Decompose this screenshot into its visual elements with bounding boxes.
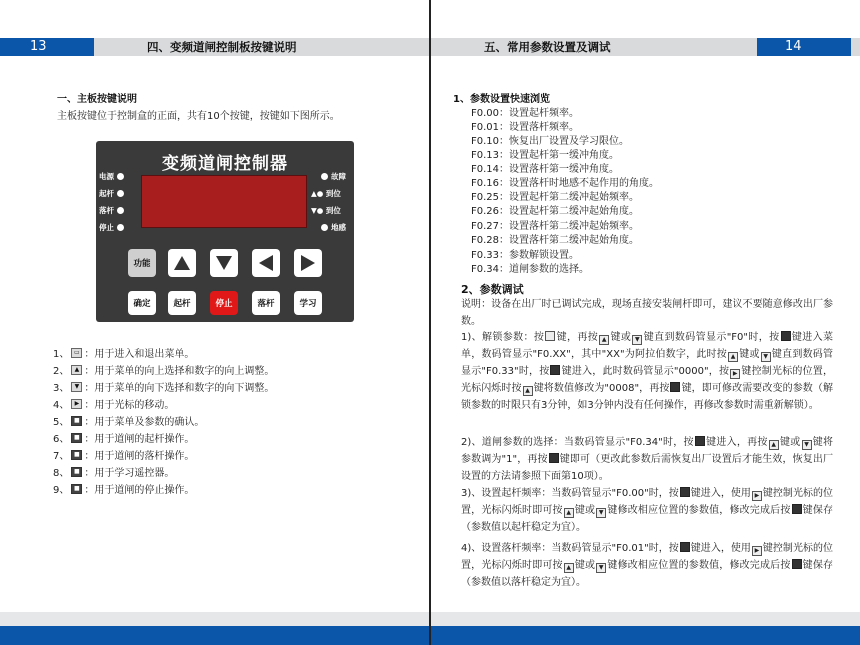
left-page-number: 13	[0, 38, 94, 56]
right-section1-title: 1、参数设置快速浏览	[453, 94, 550, 105]
up-key-icon: ▲	[564, 563, 574, 573]
indicator-stop: 停止	[99, 222, 124, 233]
down-key-icon: ▼	[596, 563, 606, 573]
menu-key-icon: ▭	[71, 348, 82, 358]
param-item: F0.16：设置落杆时地感不起作用的角度。	[471, 178, 660, 189]
right-page-number: 14	[757, 38, 851, 56]
list-item: 9、 ■ ：用于道闸的停止操作。	[53, 484, 195, 496]
indicator-raise: 起杆	[99, 188, 124, 199]
learn-key: 学习	[294, 291, 322, 315]
right-section2-title: 2、参数调试	[461, 283, 524, 296]
confirm-key-icon: ■	[71, 416, 82, 426]
list-item: 3、 ▼ ：用于菜单的向下选择和数字的向下调整。	[53, 382, 275, 394]
param-item: F0.27：设置落杆第二缓冲起始频率。	[471, 221, 640, 232]
param-item: F0.00：设置起杆频率。	[471, 108, 580, 119]
list-item: 2、 ▲ ：用于菜单的向上选择和数字的向上调整。	[53, 365, 275, 377]
param-item: F0.33：参数解锁设置。	[471, 250, 580, 261]
controller-panel-image	[96, 141, 354, 322]
list-item: 7、 ■ ：用于道闸的落杆操作。	[53, 450, 195, 462]
confirm-key-icon	[550, 365, 560, 375]
param-item: F0.01：设置落杆频率。	[471, 122, 580, 133]
right-key-icon: ▶	[730, 369, 740, 379]
right-key-icon: ▶	[752, 491, 762, 501]
learn-key-icon: ■	[71, 467, 82, 477]
left-arrow-key-icon	[252, 249, 280, 277]
stop-key: 停止	[210, 291, 238, 315]
up-key-icon: ▲	[599, 335, 609, 345]
down-key-icon: ▼	[802, 440, 812, 450]
step1-paragraph: 1)、解锁参数：按 键，再按 ▲ 键或 ▼ 键直到数码管显示"F0"时，按 键进入菜单，数码管显示"F0.XX"，其中"XX"为阿拉伯数字，此时按 ▲ 键或 ▼ 键直到数码管显示"F0.33"时，按 键进入，此时数码管显示"0000"，按 ▶ 键控制光标的位置，光标闪烁时按 ▲ 键将数值修改为"0008"，再按 键，即可修改需要改变的参数（解锁参数的时限只有3分钟，如3分钟内没有任何操作，再修改参数时需重新解锁）。	[461, 332, 834, 411]
raise-key: 起杆	[168, 291, 196, 315]
up-key-icon: ▲	[769, 440, 779, 450]
down-arrow-key-icon	[210, 249, 238, 277]
list-item: 1、 ▭ ：用于进入和退出菜单。	[53, 348, 195, 360]
up-key-icon: ▲	[728, 352, 738, 362]
left-intro-text: 主板按键位于控制盒的正面，共有10个按键，按键如下图所示。	[57, 111, 340, 122]
stop-key-icon: ■	[71, 484, 82, 494]
right-key-icon: ▶	[752, 546, 762, 556]
param-item: F0.14：设置落杆第一缓冲角度。	[471, 164, 620, 175]
list-item: 8、 ■ ：用于学习遥控器。	[53, 467, 175, 479]
param-item: F0.10：恢复出厂设置及学习限位。	[471, 136, 630, 147]
right-page-title: 五、常用参数设置及调试	[484, 40, 611, 54]
left-page-title: 四、变频道闸控制板按键说明	[147, 40, 297, 54]
confirm-key: 确定	[128, 291, 156, 315]
func-key: 功能	[128, 249, 156, 277]
confirm-key-icon	[680, 487, 690, 497]
indicator-lower: 落杆	[99, 205, 124, 216]
confirm-key-icon	[781, 331, 791, 341]
led-display	[141, 175, 307, 228]
indicator-power: 电源	[99, 171, 124, 182]
lower-key-icon: ■	[71, 450, 82, 460]
up-key-icon: ▲	[564, 508, 574, 518]
indicator-down-limit: ▼● 到位	[311, 206, 341, 215]
up-key-icon: ▲	[523, 386, 533, 396]
indicator-fault: 故障	[321, 171, 346, 182]
down-key-icon: ▼	[761, 352, 771, 362]
step2-paragraph: 2)、道闸参数的选择：当数码管显示"F0.34"时，按 键进入，再按 ▲ 键或 ▼ 键将参数调为"1"，再按 键即可（更改此参数后需恢复出厂设置后才能生效，恢复出厂设置的方法请参照下面第10项）。	[461, 437, 834, 482]
confirm-key-icon	[695, 436, 705, 446]
indicator-up-limit: ▲● 到位	[311, 189, 341, 198]
confirm-key-icon	[680, 542, 690, 552]
param-item: F0.26：设置起杆第二缓冲起始角度。	[471, 206, 640, 217]
param-item: F0.13：设置起杆第一缓冲角度。	[471, 150, 620, 161]
up-arrow-key-icon	[168, 249, 196, 277]
down-key-icon: ▼	[632, 335, 642, 345]
note-paragraph: 说明：设备在出厂时已调试完成，现场直接安装闸杆即可，建议不要随意修改出厂参数。	[461, 299, 833, 327]
param-item: F0.28：设置落杆第二缓冲起始角度。	[471, 235, 640, 246]
down-key-icon: ▼	[71, 382, 82, 392]
param-item: F0.34：道闸参数的选择。	[471, 264, 590, 275]
confirm-key-icon	[549, 453, 559, 463]
menu-key-icon	[545, 331, 555, 341]
list-item: 5、 ■ ：用于菜单及参数的确认。	[53, 416, 205, 428]
up-key-icon: ▲	[71, 365, 82, 375]
panel-title: 变频道闸控制器	[162, 154, 288, 174]
list-item: 4、 ▶ ：用于光标的移动。	[53, 399, 175, 411]
raise-key-icon: ■	[71, 433, 82, 443]
down-key-icon: ▼	[596, 508, 606, 518]
left-footer-gray	[0, 612, 429, 626]
right-footer-blue	[431, 626, 860, 645]
left-section-title: 一、主板按键说明	[57, 94, 137, 105]
step4-paragraph: 4)、设置落杆频率：当数码管显示"F0.01"时，按 键进入，使用 ▶ 键控制光标的位置，光标闪烁时即可按 ▲ 键或 ▼ 键修改相应位置的参数值，修改完成后按 键保存（参数值以落杆稳定为宜）。	[461, 543, 834, 588]
right-key-icon: ▶	[71, 399, 82, 409]
indicator-loop: 地感	[321, 222, 346, 233]
list-item: 6、 ■ ：用于道闸的起杆操作。	[53, 433, 195, 445]
left-footer-blue	[0, 626, 429, 645]
param-item: F0.25：设置起杆第二缓冲起始频率。	[471, 192, 640, 203]
confirm-key-icon	[792, 504, 802, 514]
page-spine-divider	[429, 0, 431, 645]
confirm-key-icon	[792, 559, 802, 569]
step3-paragraph: 3)、设置起杆频率：当数码管显示"F0.00"时，按 键进入，使用 ▶ 键控制光标的位置，光标闪烁时即可按 ▲ 键或 ▼ 键修改相应位置的参数值，修改完成后按 键保存（参数值以起杆稳定为宜）。	[461, 488, 834, 533]
confirm-key-icon	[670, 382, 680, 392]
right-arrow-key-icon	[294, 249, 322, 277]
lower-key: 落杆	[252, 291, 280, 315]
right-footer-gray	[431, 612, 860, 626]
